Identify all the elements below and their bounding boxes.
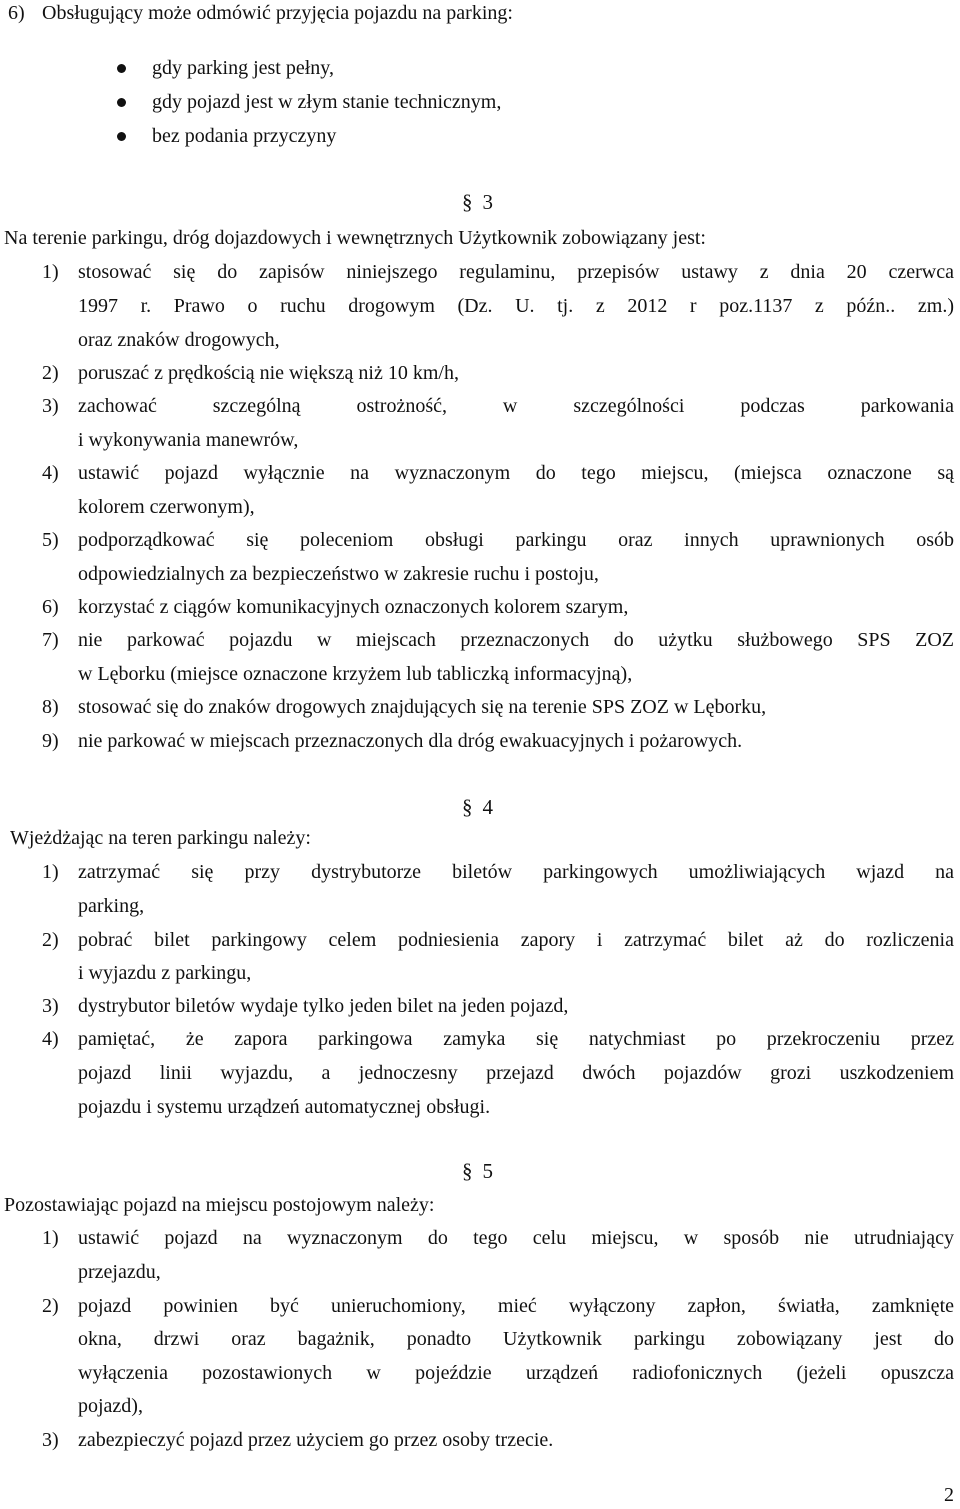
bullet-text: bez podania przyczyny [152,125,337,147]
list-line: i wykonywania manewrów, [78,429,299,451]
section-heading [462,795,493,819]
list-number: 2) [42,1295,59,1317]
list-line: dystrybutor biletów wydaje tylko jeden bilet na jeden pojazd, [78,995,569,1017]
list-line: stosować się do zapisów niniejszego regulaminu, przepisów ustawy z dnia 20 czerwca [78,261,954,283]
list-line: stosować się do znaków drogowych znajdujących się na terenie SPS ZOZ w Lęborku, [78,696,767,718]
section-heading [462,190,493,214]
list-line: ustawić pojazd na wyznaczonym do tego celu miejscu, w sposób nie utrudniający [78,1227,954,1249]
list-number: 1) [42,861,59,883]
list-line: okna, drzwi oraz bagażnik, ponadto Użytkownik parkingu zobowiązany jest do [78,1328,954,1350]
section-intro: Na terenie parkingu, dróg dojazdowych i wewnętrznych Użytkownik zobowiązany jest: [4,227,706,249]
list-line: 1997 r. Prawo o ruchu drogowym (Dz. U. tj. z 2012 r poz.1137 z późn.. zm.) [78,295,954,317]
item-text: Obsługujący może odmówić przyjęcia pojazdu na parking: [42,2,513,24]
list-number: 2) [42,929,59,951]
bullet-dot [117,98,126,107]
section-symbol: § [462,1159,473,1183]
section-intro: Wjeżdżając na teren parkingu należy: [10,827,311,849]
list-number: 3) [42,395,59,417]
section-number: 4 [482,795,493,819]
section-symbol: § [462,190,473,214]
list-line: przejazdu, [78,1261,161,1283]
list-number: 9) [42,730,59,752]
list-line: wyłączenia pozostawionych w pojeździe urządzeń radiofonicznych (jeżeli opuszcza [78,1362,954,1384]
list-line: zachować szczególną ostrożność, w szczególności podczas parkowania [78,395,954,417]
section-heading [462,1159,493,1183]
bullet-dot [117,132,126,141]
list-number: 2) [42,362,59,384]
list-line: w Lęborku (miejsce oznaczone krzyżem lub tabliczką informacyjną), [78,663,633,685]
list-number: 3) [42,1429,59,1451]
list-number: 6) [42,596,59,618]
list-number: 5) [42,529,59,551]
section-symbol: § [462,795,473,819]
list-line: pojazd), [78,1395,143,1417]
list-line: i wyjazdu z parkingu, [78,962,252,984]
list-line: poruszać z prędkością nie większą niż 10 km/h, [78,362,459,384]
list-number: 8) [42,696,59,718]
list-number: 1) [42,1227,59,1249]
bullet-text: gdy parking jest pełny, [152,57,335,79]
list-line: oraz znaków drogowych, [78,329,280,351]
list-line: ustawić pojazd wyłącznie na wyznaczonym do tego miejscu, (miejsca oznaczone są [78,462,954,484]
list-line: parking, [78,895,145,917]
list-number: 3) [42,995,59,1017]
list-line: pojazd powinien być unieruchomiony, mieć wyłączony zapłon, światła, zamknięte [78,1295,954,1317]
list-number: 4) [42,1028,59,1050]
bullet-dot [117,64,126,73]
list-line: pamiętać, że zapora parkingowa zamyka się natychmiast po przekroczeniu przez [78,1028,954,1050]
bullet-text: gdy pojazd jest w złym stanie technicznym, [152,91,502,113]
list-line: zabezpieczyć pojazd przez użyciem go przez osoby trzecie. [78,1429,554,1451]
list-number: 4) [42,462,59,484]
page-number: 2 [944,1484,954,1506]
list-line: podporządkować się poleceniom obsługi parkingu oraz innych uprawnionych osób [78,529,954,551]
list-line: korzystać z ciągów komunikacyjnych oznaczonych kolorem szarym, [78,596,629,618]
list-line: zatrzymać się przy dystrybutorze biletów parkingowych umożliwiających wjazd na [78,861,954,883]
list-line: pobrać bilet parkingowy celem podniesienia zapory i zatrzymać bilet aż do rozliczenia [78,929,954,951]
list-line: nie parkować w miejscach przeznaczonych dla dróg ewakuacyjnych i pożarowych. [78,730,743,752]
list-line: pojazd linii wyjazdu, a jednoczesny przejazd dwóch pojazdów grozi uszkodzeniem [78,1062,954,1084]
list-number: 7) [42,629,59,651]
section-number: 3 [482,190,493,214]
section-intro: Pozostawiając pojazd na miejscu postojowym należy: [4,1194,435,1216]
list-line: pojazdu i systemu urządzeń automatycznej obsługi. [78,1096,491,1118]
section-number: 5 [482,1159,493,1183]
list-line: odpowiedzialnych za bezpieczeństwo w zakresie ruchu i postoju, [78,563,599,585]
list-number: 1) [42,261,59,283]
list-line: nie parkować pojazdu w miejscach przeznaczonych do użytku służbowego SPS ZOZ [78,629,954,651]
item-number: 6) [8,2,25,24]
list-line: kolorem czerwonym), [78,496,255,518]
